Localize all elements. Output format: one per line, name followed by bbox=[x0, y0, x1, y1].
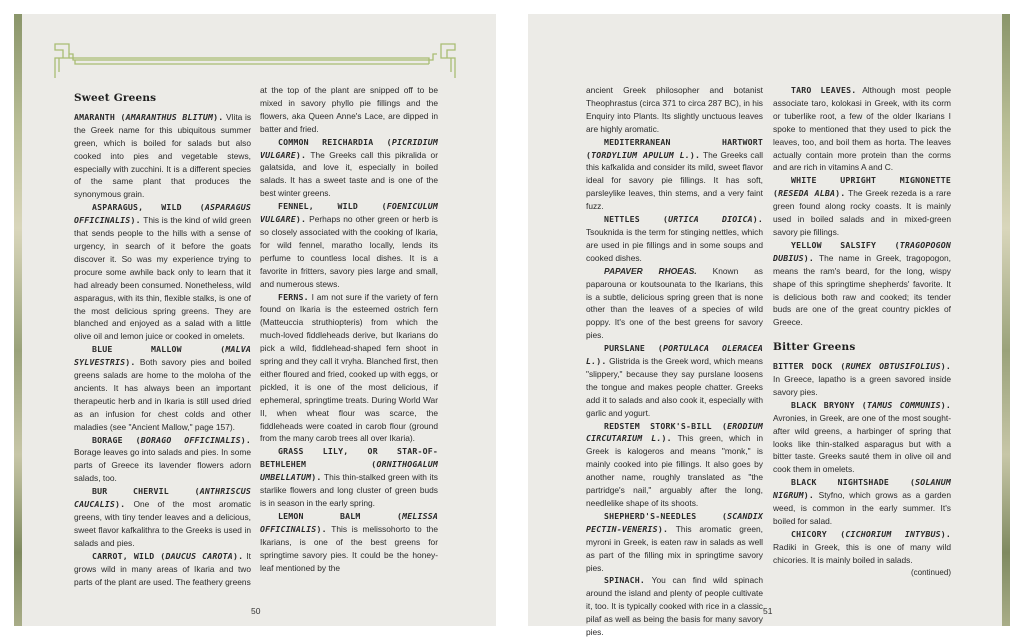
entry-text: Perhaps no other green or herb is so closely associated with the cooking of Ikaria, for wild fennel, maratho locally, lends its perfume to countless local dishes. It is a favorite in fritters, savory pies large and small, and numerous stews. bbox=[260, 214, 438, 289]
entry-paragraph bbox=[74, 550, 251, 589]
entry-text: The Greeks call this kafkalida and consider its mild, sweet flavor ideal for savory pie fillings. It has soft, parsleylike leaves, thin stems, and a very faint fuzz. bbox=[586, 149, 763, 212]
entry-text: You can find wild spinach around the island and plenty of people cultivate it, too. It is typically cooked with rice in a classic pilaf as well as being the basis for many savory pies. bbox=[586, 575, 763, 638]
entry-heading: FENNEL, WILD (FOENICULUM VULGARE). bbox=[260, 201, 438, 225]
entry-heading: BLACK NIGHTSHADE (SOLANUM NIGRUM). bbox=[773, 477, 951, 501]
entry-heading: FERNS. bbox=[278, 291, 309, 302]
scientific-name: PORTULACA OLERACEA L. bbox=[586, 343, 763, 367]
left-page bbox=[22, 14, 496, 626]
entry-text: This green, which in Greek is kalogeros and means "monk," is mainly cooked into pie fillings. It also goes by another name, roughly translated as "the partridge's nail," arguably after the long, needlelike shape of its shoots. bbox=[586, 433, 764, 508]
entry-text: One of the most aromatic greens, with tiny tender leaves and a delicious, sweet flavor kafkalithra to the Greeks is used in salads and pies. bbox=[74, 499, 251, 548]
entry-paragraph bbox=[74, 343, 251, 433]
scientific-name: CICHORIUM INTYBUS bbox=[845, 528, 941, 539]
entry-paragraph bbox=[74, 485, 251, 550]
entry-text: The Greeks call this pikralida or galatsida, and love it, especially in boiled salads. It has a sweet taste and is one of the best winter greens. bbox=[260, 149, 438, 199]
entry-heading: SPINACH. bbox=[604, 575, 646, 586]
entry-text: Known as paparouna or koutsounata to the Ikarians, this is a subtle, delicious spring green that is none other than the leaves of a species of wild poppy. It's one of the best greens for savory pies. bbox=[586, 265, 763, 341]
entry-paragraph bbox=[773, 399, 951, 476]
book-edge-left bbox=[14, 14, 22, 626]
entry-text: This aromatic green, myroni in Greek, is eaten raw in salads as well as part of the filling mix in springtime savory pies. bbox=[586, 523, 763, 573]
entry-paragraph bbox=[773, 528, 951, 567]
scientific-name: SOLANUM NIGRUM bbox=[773, 477, 951, 501]
entry-text: The name in Greek, tragopogon, means the ram's beard, for the long, wispy shape of this springtime shepherds' favorite. It is delicious both raw and cooked; its tender buds are one of the great country pickles of Greece. bbox=[773, 252, 951, 328]
scientific-name: PICRIDIUM VULGARE bbox=[260, 136, 438, 160]
entry-text: In Greece, lapatho is a green savored inside savory pies. bbox=[773, 374, 951, 397]
continued-label: (continued) bbox=[910, 567, 951, 577]
entry-heading: AMARANTH (AMARANTHUS BLITUM). bbox=[74, 111, 224, 122]
entry-paragraph bbox=[74, 434, 251, 486]
scientific-name: TAMUS COMMUNIS bbox=[866, 399, 941, 410]
entry-heading: WHITE UPRIGHT MIGNONETTE (RESEDA ALBA). bbox=[773, 175, 951, 199]
entry-text: I am not sure if the variety of fern found on Ikaria is the esteemed ostrich fern (Matteuccia struthiopteris) from which the much-loved fiddleheads derive, but Ikarians do pick a wild, fiddlehead-shaped fern shoot in spring and they call it vryha. Blanched first, then either floured and fried, cooked up with eggs, or pickled, it is one of the most delicious, if ephemeral, springtime treats. During World War II, when wheat flour was scarce, the fiddleheads were coated in carob flour (ground from the many carob trees all over Ikaria). bbox=[260, 291, 438, 444]
entry-heading: PURSLANE (PORTULACA OLERACEA L.). bbox=[586, 343, 763, 367]
scientific-name: MELISSA OFFICINALIS bbox=[260, 510, 438, 534]
entry-paragraph bbox=[260, 510, 438, 575]
scientific-name: AMARANTHUS BLITUM bbox=[125, 111, 214, 122]
entry-paragraph bbox=[773, 239, 951, 329]
page-number-right: 51 bbox=[763, 606, 773, 616]
entry-paragraph bbox=[586, 265, 763, 342]
entry-paragraph bbox=[586, 420, 763, 510]
entry-text: Borage leaves go into salads and pies. In some parts of Greece its lavender flowers adorn salads, too. bbox=[74, 447, 251, 484]
scientific-name: TRAGOPOGON DUBIUS bbox=[773, 239, 951, 263]
entry-paragraph bbox=[773, 174, 951, 239]
entry-heading: SHEPHERD'S-NEEDLES (SCANDIX PECTIN-VENERIS). bbox=[586, 510, 763, 534]
entry-text: Both savory pies and boiled greens salads are home to the moloha of the ancients. It has always been an important therapeutic herb and in Ikaria is still used dried as an infusion for chest colds and other maladies (see "Ancient Mallow," page 157). bbox=[74, 357, 251, 432]
entry-heading: BLUE MALLOW (MALVA SYLVESTRIS). bbox=[74, 344, 251, 368]
page-number-left: 50 bbox=[251, 606, 261, 616]
left-column-1 bbox=[74, 92, 251, 588]
entry-text: Glistrida is the Greek word, which means "slippery," because they say purslane loosens the tongue and makes people chatter. Greeks add it to salads and also cook it, especially with garlic and yogurt. bbox=[586, 356, 763, 418]
left-column-2 bbox=[260, 84, 438, 574]
scientific-name: ANTHRISCUS CAUCALIS bbox=[74, 486, 251, 510]
scientific-name: ASPARAGUS OFFICINALIS bbox=[74, 202, 251, 226]
entry-text: This is the kind of wild green that sends people to the hills with a sense of urgency, in search of it before the goats discover it. So was my experience trying to procure some awhile back only to learn that it had already been consumed. Nonetheless, wild asparagus, with its thin, flexible stalks, is one of the most delicious spring greens. They are blanched and enjoyed as a salad with a little olive oil and lemon juice or cooked in omelets. bbox=[74, 215, 251, 342]
entry-heading: TARO LEAVES. bbox=[791, 85, 857, 95]
entry-paragraph bbox=[586, 510, 763, 575]
entry-heading: YELLOW SALSIFY (TRAGOPOGON DUBIUS). bbox=[773, 239, 951, 263]
scientific-name: FOENICULUM VULGARE bbox=[260, 201, 438, 225]
entry-paragraph bbox=[586, 574, 763, 639]
entry-heading: COMMON REICHARDIA (PICRIDIUM VULGARE). bbox=[260, 136, 438, 160]
scientific-name: SCANDIX PECTIN-VENERIS bbox=[586, 510, 763, 534]
entry-text: It grows wild in many areas of Ikaria and two parts of the plant are used. The feathery greens bbox=[74, 550, 251, 587]
greek-key-ornament-icon bbox=[53, 38, 457, 80]
entry-paragraph bbox=[586, 342, 763, 419]
entry-text: Vlita is the Greek name for this ubiquitous summer green, which is boiled for salads but also cooked into pies and vegetable stews, especially with zucchini. It is a different species of the same plant that produces the synonymous grain. bbox=[74, 111, 252, 200]
continued-paragraph: ancient Greek philosopher and botanist Theophrastus (circa 371 to circa 287 BC), in his Enquiry into Plants. Its slightly unctuous leaves are highly aromatic. bbox=[586, 85, 763, 134]
scientific-name: ERODIUM CIRCUTARIUM L. bbox=[586, 420, 763, 444]
entry-heading: REDSTEM STORK'S-BILL (ERODIUM CIRCUTARIUM L.). bbox=[586, 420, 763, 444]
entry-text: Radiki in Greek, this is one of many wild chicories. It is mainly boiled in salads. bbox=[773, 541, 951, 565]
entry-paragraph bbox=[260, 445, 438, 510]
entry-text: Although most people associate taro, kolokasi in Greek, with its corm or tuberlike root, a few of the older Ikarians I spoke to mentioned that they used to pick the leaves, too, and boil them as horta. The leaves actually contain more protein than the corms and are rich in vitamins A and C. bbox=[773, 85, 951, 173]
entry-paragraph bbox=[260, 200, 438, 290]
entry-heading: BORAGE (BORAGO OFFICINALIS). bbox=[92, 434, 251, 445]
entry-text: Avronies, in Greek, are one of the most sought-after wild greens, a harbinger of spring that looks like thin-stalked asparagus but with a bitter taste. Greeks sauté them in olive oil and cook them in omelets. bbox=[773, 412, 951, 475]
right-page bbox=[528, 14, 1002, 638]
right-column-2 bbox=[773, 84, 951, 580]
continued-paragraph: at the top of the plant are snipped off to be mixed in savory phyllo pie fillings and the flowers, aka Queen Anne's Lace, are dipped in batter and fried. bbox=[260, 85, 438, 134]
entry-paragraph bbox=[773, 84, 951, 174]
entry-paragraph bbox=[586, 136, 763, 213]
entry-heading: BUR CHERVIL (ANTHRISCUS CAUCALIS). bbox=[74, 486, 251, 510]
scientific-name: BORAGO OFFICINALIS bbox=[140, 434, 241, 445]
entry-heading: MEDITERRANEAN HARTWORT (TORDYLIUM APULUM L.). bbox=[586, 136, 763, 160]
entry-paragraph bbox=[74, 111, 251, 201]
entry-text: The Greek rezeda is a rare green found along rocky coasts. It is mainly used in boiled salads and in mixed-green savory pie fillings. bbox=[773, 188, 951, 237]
entry-paragraph bbox=[74, 201, 251, 343]
entry-heading: ASPARAGUS, WILD (ASPARAGUS OFFICINALIS). bbox=[74, 202, 251, 226]
scientific-name: RUMEX OBTUSIFOLIUS bbox=[845, 361, 941, 372]
entry-heading: BLACK BRYONY (TAMUS COMMUNIS). bbox=[791, 399, 952, 410]
entry-heading: NETTLES (URTICA DIOICA). bbox=[604, 214, 763, 225]
section-title-bitter: Bitter Greens bbox=[773, 341, 856, 354]
scientific-name: TORDYLIUM APULUM L. bbox=[591, 149, 690, 160]
scientific-name: MALVA SYLVESTRIS bbox=[74, 344, 251, 368]
book-edge-right bbox=[1002, 14, 1010, 626]
entry-heading: LEMON BALM (MELISSA OFFICINALIS). bbox=[260, 510, 438, 534]
section-title: Sweet Greens bbox=[74, 92, 157, 104]
entry-heading: CARROT, WILD (DAUCUS CAROTA). bbox=[92, 550, 244, 561]
entry-heading: CHICORY (CICHORIUM INTYBUS). bbox=[791, 528, 951, 539]
entry-text: This is melissohorto to the Ikarians, is one of the best greens for springtime savory pies. It could be the honey-leaf mentioned by the bbox=[260, 523, 438, 573]
scientific-name: URTICA DIOICA bbox=[668, 214, 753, 225]
entry-paragraph bbox=[773, 476, 951, 528]
entry-paragraph bbox=[260, 291, 438, 446]
entry-paragraph bbox=[260, 136, 438, 201]
entry-text: Tsouknida is the term for stinging nettles, which are used in pie fillings and in some soups and cooked dishes. bbox=[586, 226, 763, 263]
entry-heading: GRASS LILY, OR STAR-OF-BETHLEHEM (ORNITHOGALUM UMBELLATUM). bbox=[260, 446, 438, 483]
entry-heading: PAPAVER RHOEAS. bbox=[604, 265, 697, 276]
entry-paragraph bbox=[773, 360, 951, 399]
entry-heading: BITTER DOCK (RUMEX OBTUSIFOLIUS). bbox=[773, 361, 951, 372]
scientific-name: ORNITHOGALUM UMBELLATUM bbox=[260, 459, 438, 483]
scientific-name: RESEDA ALBA bbox=[778, 188, 836, 199]
entry-paragraph bbox=[586, 213, 763, 265]
entry-text: This thin-stalked green with its starlike flowers and long cluster of green buds is in season in the early spring. bbox=[260, 472, 438, 508]
scientific-name: DAUCUS CAROTA bbox=[165, 550, 233, 561]
right-column-1 bbox=[586, 84, 763, 639]
entry-text: Styfno, which grows as a garden weed, is common in the early summer. It's boiled for salad. bbox=[773, 490, 951, 526]
